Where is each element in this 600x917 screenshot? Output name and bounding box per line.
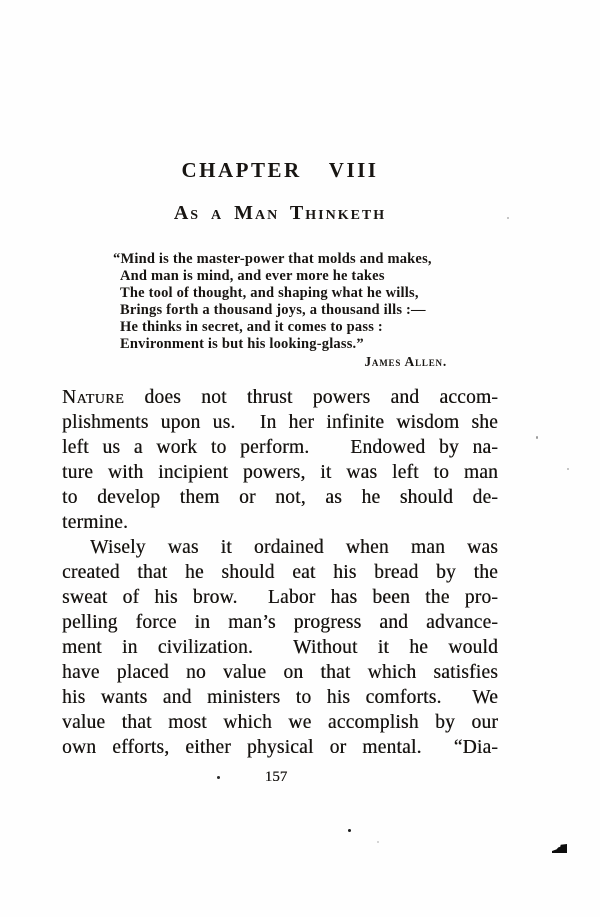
ink-speck: [567, 468, 569, 470]
body-line: ment in civilization. Without it he would: [62, 637, 498, 658]
epigraph-line: And man is mind, and ever more he takes: [120, 268, 385, 284]
ink-speck: [536, 436, 538, 439]
ink-blot: [552, 844, 567, 853]
ink-speck: [348, 829, 351, 832]
ink-speck: [217, 776, 220, 779]
page-content: [62, 157, 498, 785]
body-line: his wants and ministers to his comforts. We: [62, 687, 498, 708]
body-line: [62, 385, 498, 410]
page-number: 157: [264, 769, 288, 785]
ink-speck: [507, 217, 509, 219]
epigraph-line: “Mind is the master-power that molds and makes,: [113, 251, 432, 267]
body-line: left us a work to perform. Endowed by na-: [62, 437, 498, 458]
body-line: have placed no value on that which satisfies: [62, 662, 498, 683]
epigraph-line: The tool of thought, and shaping what he wills,: [120, 285, 419, 301]
chapter-title: CHAPTER VIII: [181, 158, 379, 182]
body-line: pelling force in man’s progress and advance-: [62, 612, 498, 633]
body-line: Wisely was it ordained when man was: [90, 537, 498, 558]
body-line: termine.: [62, 512, 129, 533]
epigraph-attribution: James Allen.: [364, 354, 447, 369]
body-line: plishments upon us. In her infinite wisdom she: [62, 412, 498, 433]
ink-speck: [377, 841, 379, 843]
section-title: As a Man Thinketh: [173, 202, 387, 224]
epigraph-line: He thinks in secret, and it comes to pass :: [120, 319, 383, 335]
body-line-text: does not thrust powers and accom-: [124, 387, 498, 408]
body-line: created that he should eat his bread by the: [62, 562, 498, 583]
body-line: to develop them or not, as he should de-: [62, 487, 498, 508]
epigraph: [113, 251, 498, 371]
body-line: value that most which we accomplish by our: [62, 712, 498, 733]
body-line: ture with incipient powers, it was left to man: [62, 462, 498, 483]
epigraph-line: Brings forth a thousand joys, a thousand ills :—: [120, 302, 426, 318]
paragraph: [62, 385, 498, 535]
body-line: own efforts, either physical or mental. “Dia-: [62, 737, 498, 758]
epigraph-line: Environment is but his looking-glass.”: [120, 336, 364, 352]
body-line: sweat of his brow. Labor has been the pro-: [62, 587, 498, 608]
body-text: [62, 385, 498, 760]
lead-word: Nature: [62, 387, 125, 408]
paragraph: [62, 535, 498, 760]
